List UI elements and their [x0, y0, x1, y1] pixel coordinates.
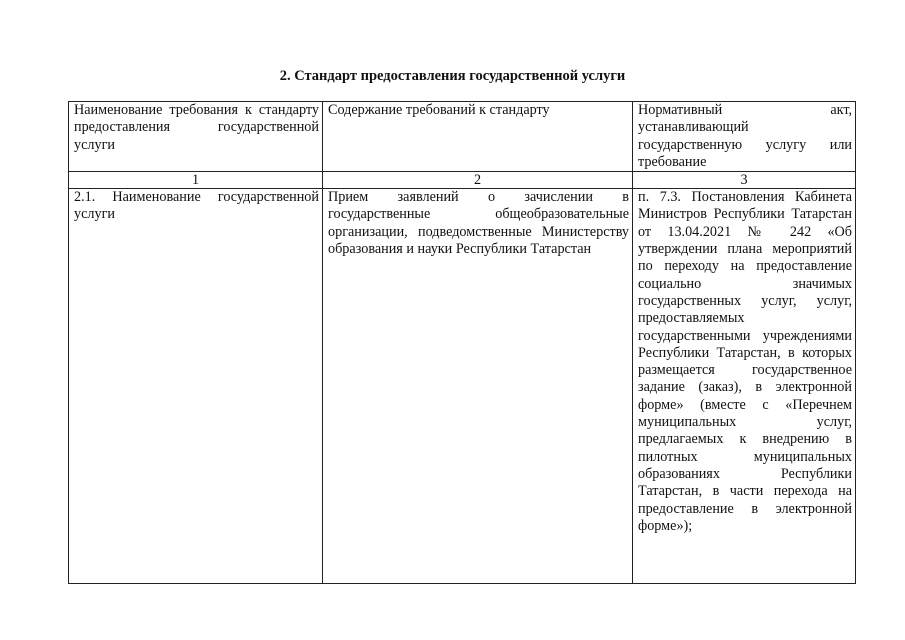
cell-service-content: Прием заявлений о зачислении в государственные общеобразовательные организации, подведомственные Министерству образования и науки Республики Татарстан: [323, 189, 633, 584]
cell-normative-act: п. 7.3. Постановления Кабинета Министров Республики Татарстан от 13.04.2021 № 242 «Об утверждении плана мероприятий по переходу на предоставление социально значимых государственных услуг, услуг, предоставляемых государственными учреждениями Республики Татарстан, в которых размещается государственное задание (заказ), в электронной форме» (вместе с «Перечнем муниципальных услуг, предлагаемых к внедрению в пилотных муниципальных образованиях Республики Татарстан, в части перехода на предоставление в электронной форме»);: [633, 189, 856, 584]
column-number-row: [69, 172, 856, 189]
standard-table: [68, 101, 856, 584]
header-requirement-content: Содержание требований к стандарту: [323, 102, 633, 172]
table-header-row: [69, 102, 856, 172]
section-title: 2. Стандарт предоставления государственной услуги: [279, 68, 626, 84]
column-number-2: 2: [323, 172, 633, 189]
cell-service-name: 2.1. Наименование государственной услуги: [69, 189, 323, 584]
header-requirement-name: Наименование требования к стандарту предоставления государственной услуги: [69, 102, 323, 172]
header-normative-act: Нормативный акт, устанавливающий государственную услугу или требование: [633, 102, 856, 172]
column-number-3: 3: [633, 172, 856, 189]
column-number-1: 1: [69, 172, 323, 189]
table-row: [69, 189, 856, 584]
